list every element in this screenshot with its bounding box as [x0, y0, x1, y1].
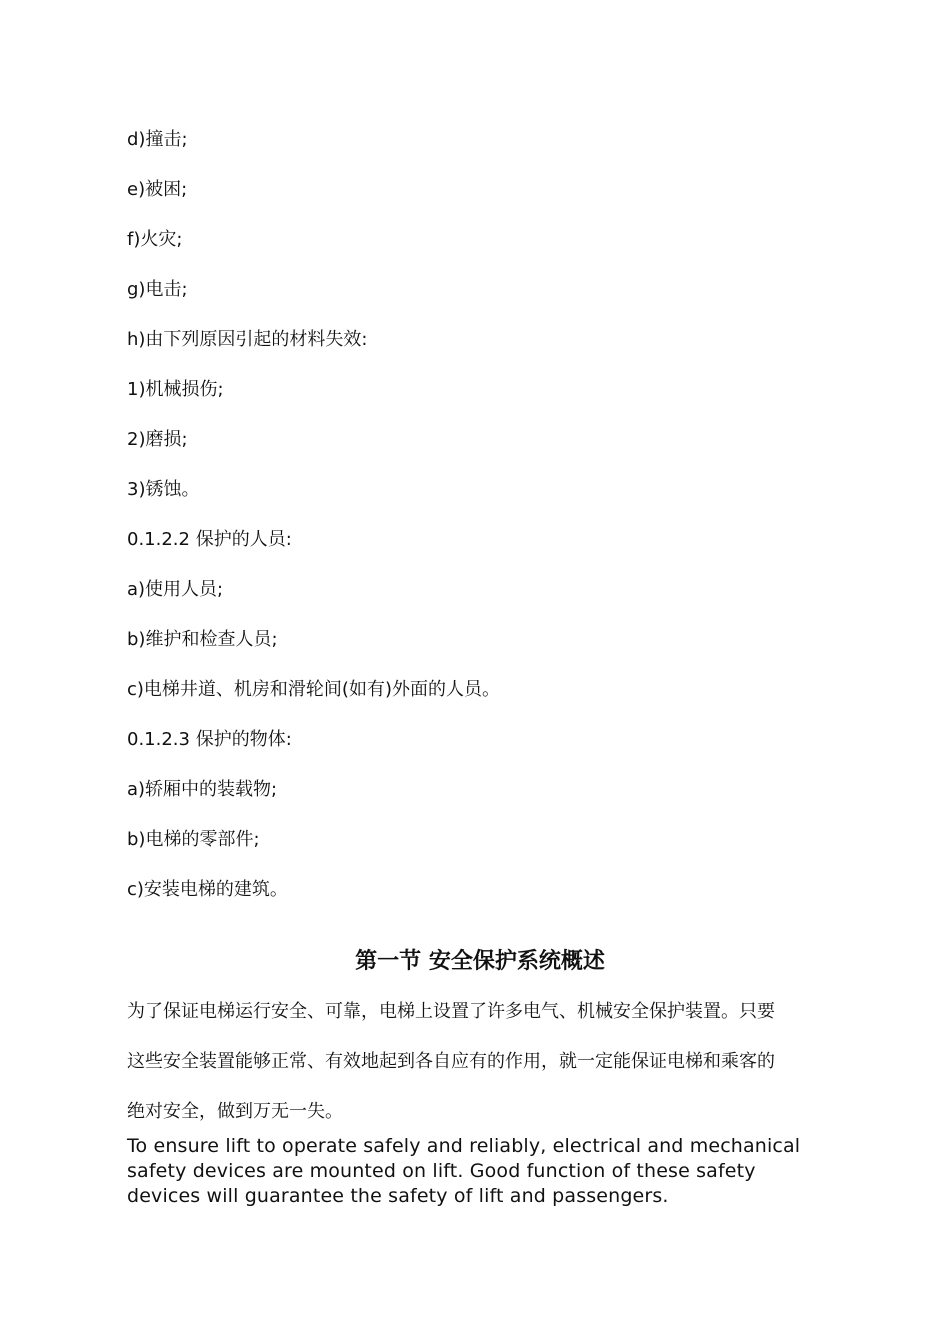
paragraph-line: 这些安全装置能够正常、有效地起到各自应有的作用，就一定能保证电梯和乘客的	[127, 1051, 775, 1072]
clause-protected-objects: 0.1.2.3 保护的物体:	[127, 729, 292, 750]
list-item-corrosion: 3)锈蚀。	[127, 479, 200, 500]
clause-protected-persons: 0.1.2.2 保护的人员:	[127, 529, 292, 550]
list-item-wear: 2)磨损;	[127, 429, 188, 450]
list-item-electric-shock: g)电击;	[127, 279, 188, 300]
list-item-fire: f)火灾;	[127, 229, 183, 250]
list-item-building: c)安装电梯的建筑。	[127, 879, 288, 900]
list-item-car-load: a)轿厢中的装载物;	[127, 779, 278, 800]
list-item-users: a)使用人员;	[127, 579, 224, 600]
list-item-maintenance-staff: b)维护和检查人员;	[127, 629, 278, 650]
section-heading: 第一节 安全保护系统概述	[355, 949, 605, 974]
section-paragraph-en: To ensure lift to operate safely and reliably, electrical and mechanical safety devices are mounted on lift. Good function of these safety devices will guarantee the safety of lift and passengers.	[127, 1135, 801, 1207]
list-item-persons-outside: c)电梯井道、机房和滑轮间(如有)外面的人员。	[127, 679, 500, 700]
paragraph-line: 绝对安全，做到万无一失。	[127, 1101, 343, 1122]
paragraph-line: 为了保证电梯运行安全、可靠，电梯上设置了许多电气、机械安全保护装置。只要	[127, 1001, 775, 1022]
list-item-trapped: e)被困;	[127, 179, 188, 200]
list-item-material-failure: h)由下列原因引起的材料失效:	[127, 329, 368, 350]
list-item-impact: d)撞击;	[127, 129, 188, 150]
list-item-lift-components: b)电梯的零部件;	[127, 829, 260, 850]
list-item-mechanical-damage: 1)机械损伤;	[127, 379, 224, 400]
